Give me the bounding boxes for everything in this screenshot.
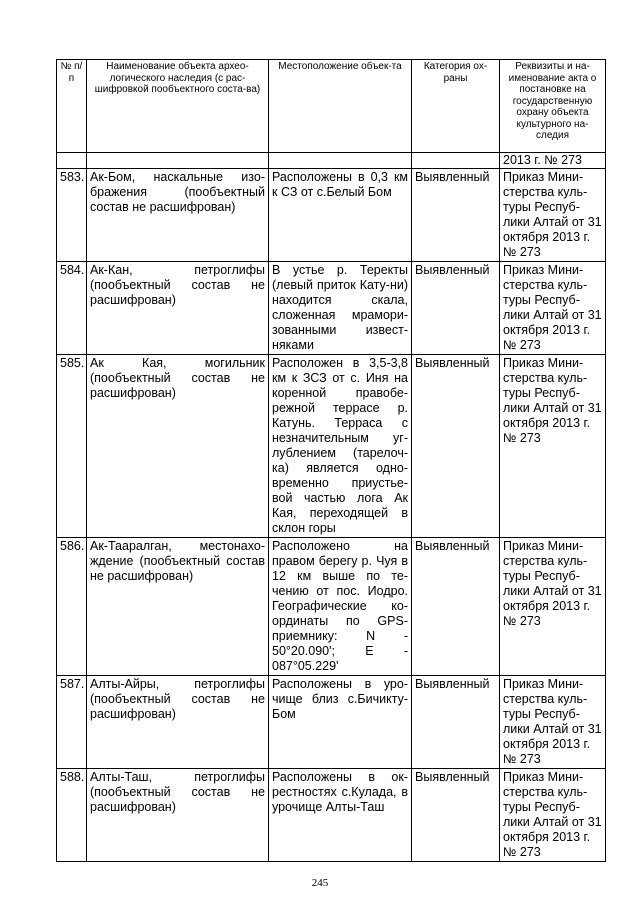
cell-num: 583. xyxy=(57,169,87,262)
cell-requisites: Приказ Мини-стерства куль-туры Респуб-лики Алтай от 31 октября 2013 г. № 273 xyxy=(500,355,606,538)
cell-location: Расположены в ок-рестностях с.Кулада, в урочище Алты-Таш xyxy=(269,769,412,862)
cell-name: Алты-Таш, петроглифы (пообъектный состав не расшифрован) xyxy=(87,769,269,862)
cell-name: Ак-Тааралган, местонахо-ждение (пообъектный состав не расшифрован) xyxy=(87,538,269,676)
cell-category: Выявленный xyxy=(412,538,500,676)
header-num: № п/п xyxy=(57,60,87,153)
cell-category: Выявленный xyxy=(412,769,500,862)
cell-name: Ак Кая, могильник (пообъектный состав не расшифрован) xyxy=(87,355,269,538)
continuation-text: 2013 г. № 273 xyxy=(500,153,606,169)
continuation-empty-cell xyxy=(269,153,412,169)
cell-num: 585. xyxy=(57,355,87,538)
table-row xyxy=(57,676,606,769)
cell-requisites: Приказ Мини-стерства куль-туры Респуб-лики Алтай от 31 октября 2013 г. № 273 xyxy=(500,769,606,862)
heritage-table xyxy=(56,59,606,862)
table-row xyxy=(57,355,606,538)
header-location: Местоположение объек-та xyxy=(269,60,412,153)
cell-category: Выявленный xyxy=(412,355,500,538)
continuation-row xyxy=(57,153,606,169)
table-row xyxy=(57,169,606,262)
table-row xyxy=(57,262,606,355)
continuation-empty-cell xyxy=(412,153,500,169)
header-row xyxy=(57,60,606,153)
continuation-empty-cell xyxy=(87,153,269,169)
cell-requisites: Приказ Мини-стерства куль-туры Респуб-лики Алтай от 31 октября 2013 г. № 273 xyxy=(500,676,606,769)
header-name: Наименование объекта архео-логического наследия (с рас-шифровкой пообъектного соста-ва) xyxy=(87,60,269,153)
cell-requisites: Приказ Мини-стерства куль-туры Респуб-лики Алтай от 31 октября 2013 г. № 273 xyxy=(500,538,606,676)
cell-location: Расположен в 3,5-3,8 км к ЗСЗ от с. Иня на коренной правобе-режной террасе р. Катунь. Терраса с незначительным уг-лублением (тарелоч-ка) является одно-временно приустье-вой частью лога Ак Кая, переходящей в склон горы xyxy=(269,355,412,538)
cell-num: 586. xyxy=(57,538,87,676)
continuation-empty-cell xyxy=(57,153,87,169)
table-body xyxy=(57,153,606,862)
table-row xyxy=(57,538,606,676)
cell-category: Выявленный xyxy=(412,676,500,769)
page-number: 245 xyxy=(311,877,329,889)
cell-num: 588. xyxy=(57,769,87,862)
cell-name: Ак-Бом, наскальные изо-бражения (пообъектный состав не расшифрован) xyxy=(87,169,269,262)
table-row xyxy=(57,769,606,862)
cell-num: 584. xyxy=(57,262,87,355)
cell-category: Выявленный xyxy=(412,262,500,355)
cell-num: 587. xyxy=(57,676,87,769)
cell-location: Расположено на правом берегу р. Чуя в 12 км выше по те-чению от пос. Иодро. Географические ко-ординаты по GPS-приемнику: N - 50°20.090'; E - 087°05.229' xyxy=(269,538,412,676)
cell-name: Ак-Кан, петроглифы (пообъектный состав не расшифрован) xyxy=(87,262,269,355)
cell-requisites: Приказ Мини-стерства куль-туры Респуб-лики Алтай от 31 октября 2013 г. № 273 xyxy=(500,169,606,262)
table-header xyxy=(57,60,606,153)
header-category: Категория ох-раны xyxy=(412,60,500,153)
cell-name: Алты-Айры, петроглифы (пообъектный состав не расшифрован) xyxy=(87,676,269,769)
header-requisites: Реквизиты и на-именование акта о постановке на государственную охрану объекта культурного на-следия xyxy=(500,60,606,153)
cell-location: Расположены в уро-чище близ с.Бичикту-Бом xyxy=(269,676,412,769)
cell-location: В устье р. Теректы (левый приток Кату-ни) находится скала, сложенная мрамори-зованными извест-няками xyxy=(269,262,412,355)
cell-location: Расположены в 0,3 км к СЗ от с.Белый Бом xyxy=(269,169,412,262)
cell-category: Выявленный xyxy=(412,169,500,262)
cell-requisites: Приказ Мини-стерства куль-туры Респуб-лики Алтай от 31 октября 2013 г. № 273 xyxy=(500,262,606,355)
